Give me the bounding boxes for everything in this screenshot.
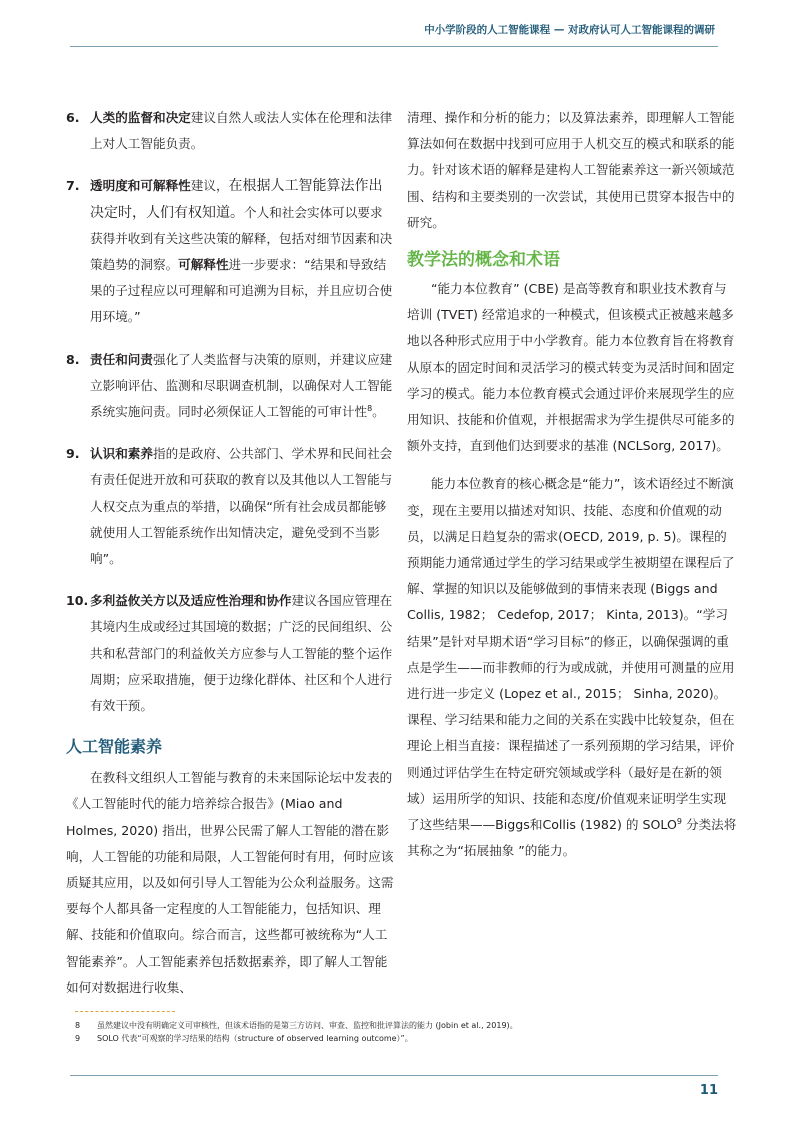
right-column [407,105,738,876]
item-term-secondary: 可解释性 [178,257,229,273]
paragraph [407,471,738,864]
footnote-text: SOLO 代表“可观察的学习结果的结构（structure of observed learning outcome）”。 [97,1034,413,1043]
paragraph-text: 能力本位教育的核心概念是“能力”，该术语经过不断演变，现在主要用以描述对知识、技能、态度和价值观的动员，以满足日趋复杂的需求(OECD, 2019, p. 5)。课程的预期能力通常通过学生的学习结果或学生被期望在课程后了解、掌握的知识以及能够做到的事情来表现 (Biggs and Collis, 1982； Cedefop, 2017； Kinta, 2013)。“学习结果”是针对早期术语“学习目标”的修正，以确保强调的重点是学生——而非教师的行为或成就，并使用可测量的应用进行进一步定义 (Lopez et al., 2015； Sinha, 2020)。课程、学习结果和能力之间的关系在实践中比较复杂，但在理论上相当直接：课程描述了一系列预期的学习结果，评价则通过评估学生在特定研究领域或学科（最好是在新的领域）运用所学的知识、技能和态度/价值观来证明学生实现了这些结果——Biggs和Collis (1982) 的 SOLO [407,476,735,833]
item-term: 人类的监督和决定 [90,110,191,125]
item-text: 建议自然人或法人实体在伦理和法律上对人工智能负责。 [90,110,393,152]
footnote-number: 8 [75,1021,81,1030]
item-number: 8. [66,351,80,367]
principle-item-10 [66,588,394,719]
item-number: 7. [66,178,80,194]
item-term: 多利益攸关方以及适应性治理和协作 [90,593,292,609]
principle-item-8 [66,347,394,426]
footnote-ref-9[interactable]: 9 [676,816,682,826]
page-number: 11 [699,1083,718,1098]
section-heading-pedagogy: 教学法的概念和术语 [407,250,560,271]
paragraph-continuation: 清理、操作和分析的能力；以及算法素养，即理解人工智能算法如何在数据中找到可应用于人机交互的模式和联系的能力。针对该术语的解释是建构人工智能素养这一新兴领域范围、结构和主要类别的一次尝试，其使用已贯穿本报告中的研究。 [407,110,735,230]
footnote-number: 9 [75,1034,81,1043]
item-text: 进一步要求：“结果和导致结果的子过程应以可理解和可追溯为目标，并且应切合使用环境。” [90,257,393,325]
left-column [66,105,394,1013]
footnote-separator [75,1011,175,1012]
section-heading-ai-literacy: 人工智能素养 [66,737,163,757]
item-number: 6. [66,110,80,125]
item-text-end: 。 [372,404,385,420]
item-text: 指的是政府、公共部门、学术界和民间社会有责任促进开放和可获取的教育以及其他以人工智能与人权交点为重点的举措，以确保“所有社会成员都能够就使用人工智能系统作出知情决定，避免受到不当影响”。 [90,446,393,567]
item-text: 建议各国应管理在其境内生成或经过其国境的数据；广泛的民间组织、公共和私营部门的利益攸关方应参与人工智能的整个运作周期；应采取措施，便于边缘化群体、社区和个人进行有效干预。 [90,593,393,714]
paragraph: “能力本位教育” (CBE) 是高等教育和职业技术教育与培训 (TVET) 经常追求的一种模式，但该模式正被越来越多地以各种形式应用于中小学教育。能力本位教育旨在将教育从原本的固定时间和灵活学习的模式转变为灵活时间和固定学习的模式。能力本位教育模式会通过评价来展现学生的应用知识、技能和价值观，并根据需求为学生提供尽可能多的额外支持，直到他们达到要求的基准 (NCLSorg, 2017)。 [407,281,735,454]
principle-item-9 [66,441,394,572]
paragraph: 在教科文组织人工智能与教育的未来国际论坛中发表的《人工智能时代的能力培养综合报告》(Miao and Holmes, 2020) 指出，世界公民需了解人工智能的潜在影响，人工智能的功能和局限，人工智能何时有用，何时应该质疑其应用，以及如何引导人工智能为公众利益服务。这需要每个人都具备一定程度的人工智能能力，包括知识、理解、技能和价值取向。综合而言，这些都可被统称为“人工智能素养”。人工智能素养包括数据素养，即了解人工智能如何对数据进行收集、 [66,770,394,995]
footnote-text: 虽然建议中没有明确定义可审核性，但该术语指的是第三方访问、审查、监控和批评算法的能力 (Jobin et al., 2019)。 [97,1021,518,1030]
item-term: 认识和素养 [90,446,153,462]
footnote-9 [75,1032,735,1045]
principle-item-6 [66,105,394,157]
item-term: 责任和问责 [90,351,153,367]
principle-item-7 [66,173,394,330]
item-number: 10. [66,593,89,609]
item-text-large: 在根据人工智能算法作出决定时，人们有权知道。 [90,178,383,221]
header-divider [70,46,718,47]
item-term: 透明度和可解释性 [90,178,191,194]
running-header: 中小学阶段的人工智能课程 — 对政府认可人工智能课程的调研 [424,24,715,36]
item-text: 个人和社会实体可以要求获得并收到有关这些决策的解释，包括对细节因素和决策趋势的洞察。 [90,204,393,273]
item-text: 建议， [190,178,229,194]
footer-divider [70,1075,718,1076]
item-number: 9. [66,446,80,462]
footnotes [75,1019,735,1045]
footnote-ref-8[interactable]: 8 [367,403,373,413]
footnote-8 [75,1019,735,1032]
item-text: 强化了人类监督与决策的原则，并建议应建立影响评估、监测和尽职调查机制，以确保对人工智能系统实施问责。同时必须保证人工智能的可审计性 [90,351,393,420]
paragraph-text: 分类法将其称之为“拓展抽象 ”的能力。 [407,817,737,859]
